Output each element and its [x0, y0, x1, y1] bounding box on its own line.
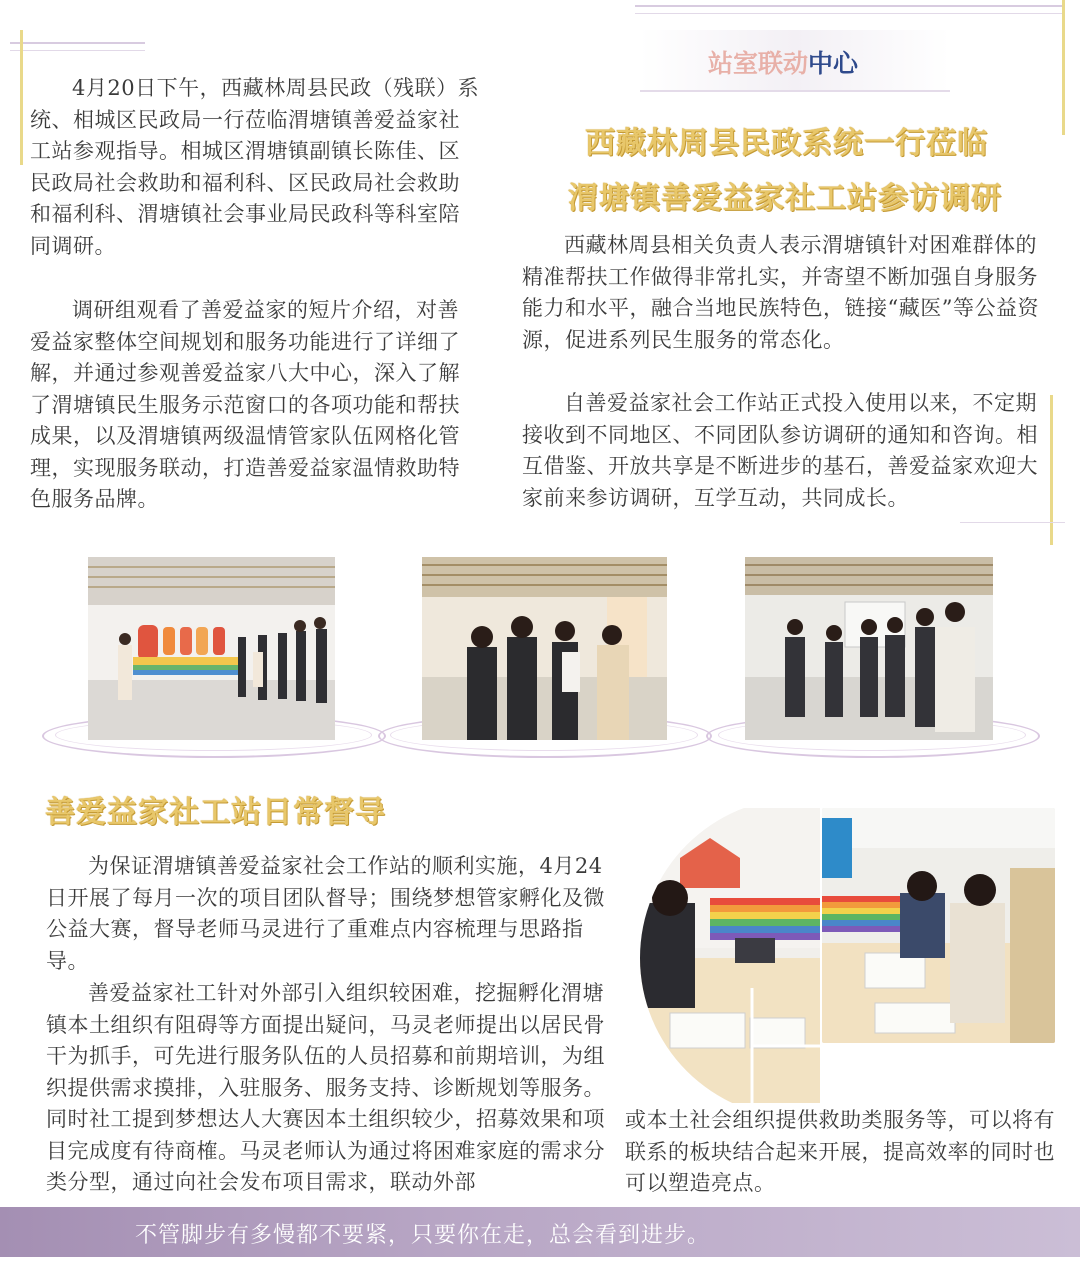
top-rule-right-2	[635, 13, 1065, 14]
top-rule-left-2	[10, 50, 145, 51]
photo-supervision-collage	[640, 808, 1055, 1103]
left-accent-bar	[20, 30, 23, 165]
article-title-line1: 西藏林周县民政系统一行莅临	[585, 126, 988, 161]
photo-visit-group	[422, 557, 667, 740]
section2-paragraph-2-continued: 或本土社会组织提供救助类服务等，可以将有联系的板块结合起来开展，提高效率的同时也可以塑造亮点。	[625, 1108, 1055, 1195]
section2-paragraph-2: 善爱益家社工针对外部引入组织较困难，挖掘孵化渭塘镇本土组织有阻碍等方面提出疑问，马灵老师提出以居民骨干为抓手，可先进行服务队伍的人员招募和前期培训，为组织提供需求摸排，入驻服务、服务支持、诊断规划等服务。同时社工提到梦想达人大赛因本土组织较少，招募效果和项目完成度有待商榷。马灵老师认为通过将困难家庭的需求分类分型，通过向社会发布项目需求，联动外部	[46, 981, 605, 1194]
section-tag	[640, 30, 950, 92]
top-rule-left	[10, 42, 145, 44]
right-rule-bottom	[960, 522, 1065, 523]
article-title-line2: 渭塘镇善爱益家社工站参访调研	[568, 181, 1002, 216]
section-tag-part2: 中心	[808, 49, 859, 78]
right-paragraph-1: 西藏林周县相关负责人表示渭塘镇针对困难群体的精准帮扶工作做得非常扎实，并寄望不断加强自身服务能力和水平，融合当地民族特色，链接“藏医”等公益资源，促进系列民生服务的常态化。	[522, 233, 1039, 352]
right-paragraph-2: 自善爱益家社会工作站正式投入使用以来，不定期接收到不同地区、不同团队参访调研的通知和咨询。相互借鉴、开放共享是不断进步的基石，善爱益家欢迎大家前来参访调研，互学互动，共同成长。	[522, 391, 1038, 510]
right-accent-bar	[1062, 0, 1065, 135]
section-tag-part1: 站室联动	[708, 49, 809, 78]
section2-paragraph-1: 为保证渭塘镇善爱益家社会工作站的顺利实施，4月24日开展了每月一次的项目团队督导；围绕梦想管家孵化及微公益大赛，督导老师马灵进行了重难点内容梳理与思路指导。	[46, 854, 605, 973]
photo-visit-room	[745, 557, 993, 740]
footer-banner	[0, 1207, 1080, 1257]
left-paragraph-1: 4月20日下午，西藏林周县民政（残联）系统、相城区民政局一行莅临渭塘镇善爱益家社工站参观指导。相城区渭塘镇副镇长陈佳、区民政局社会救助和福利科、区民政局社会救助和福利科、渭塘镇社会事业局民政科等科室陪同调研。	[30, 76, 480, 258]
section2-title: 善爱益家社工站日常督导	[45, 795, 386, 830]
top-rule-right	[635, 5, 1065, 7]
footer-quote: 不管脚步有多慢都不要紧，只要你在走，总会看到进步。	[135, 1223, 711, 1248]
left-paragraph-2: 调研组观看了善爱益家的短片介绍，对善爱益家整体空间规划和服务功能进行了详细了解，并通过参观善爱益家八大中心，深入了解了渭塘镇民生服务示范窗口的各项功能和帮扶成果，以及渭塘镇两级温情管家队伍网格化管理，实现服务联动，打造善爱益家温情救助特色服务品牌。	[30, 298, 460, 511]
photo-visit-hall	[88, 557, 335, 740]
